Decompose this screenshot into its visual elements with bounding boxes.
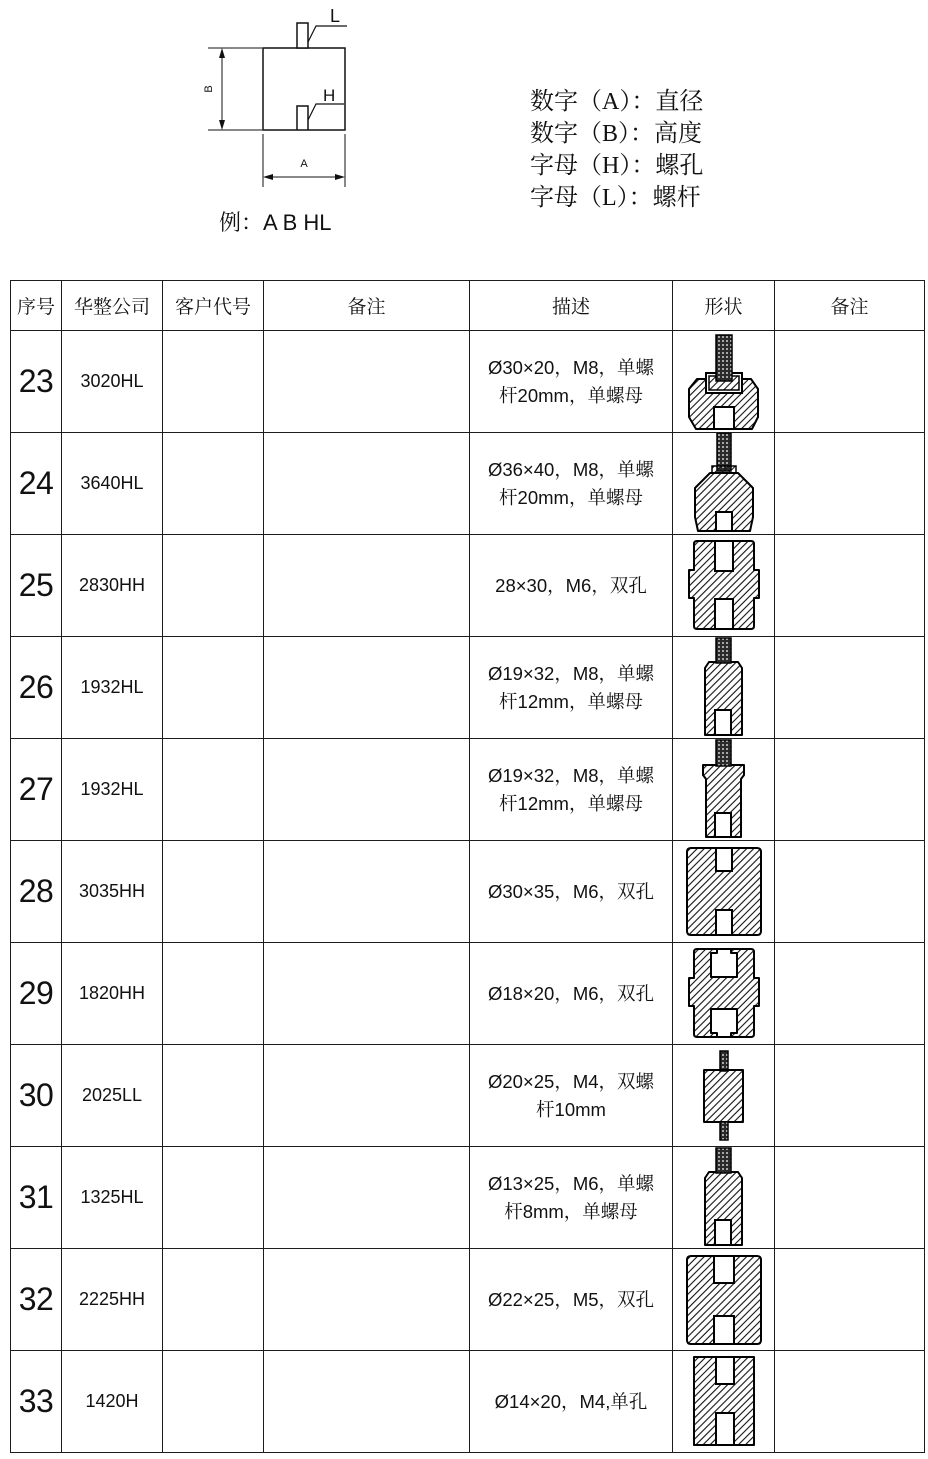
table-row xyxy=(11,331,925,433)
company-code: 2830HH xyxy=(62,535,163,637)
remark-cell xyxy=(264,331,470,433)
hole xyxy=(716,848,732,871)
shape-cell xyxy=(673,1147,775,1249)
company-code: 1325HL xyxy=(62,1147,163,1249)
description-cell xyxy=(470,637,673,739)
company-code: 1932HL xyxy=(62,739,163,841)
description-line: Ø30×35，M6，双孔 xyxy=(487,880,655,902)
description-cell xyxy=(470,1351,673,1453)
table-row xyxy=(11,739,925,841)
row-number: 29 xyxy=(11,943,62,1045)
label-l: L xyxy=(330,6,341,26)
remark-cell xyxy=(264,943,470,1045)
company-code: 3640HL xyxy=(62,433,163,535)
table-header-row xyxy=(11,281,925,331)
header-index: 序号 xyxy=(11,281,62,331)
description-line: 杆20mm，单螺母 xyxy=(499,384,643,406)
row-number: 31 xyxy=(11,1147,62,1249)
header-company-code: 华整公司 xyxy=(62,281,163,331)
arrow-right-icon xyxy=(335,174,345,180)
row-number: 27 xyxy=(11,739,62,841)
double-stud-icon xyxy=(673,1045,775,1146)
dimension-diagram xyxy=(0,0,380,205)
table-row xyxy=(11,943,925,1045)
hole xyxy=(716,512,732,531)
header-remark: 备注 xyxy=(264,281,470,331)
description-line: Ø19×32，M8，单螺 xyxy=(487,764,655,786)
table-row xyxy=(11,433,925,535)
description-line: Ø22×25，M5，双孔 xyxy=(487,1288,655,1310)
row-number: 26 xyxy=(11,637,62,739)
shape-cell xyxy=(673,637,775,739)
remark-2-cell xyxy=(775,1351,925,1453)
customer-code-cell xyxy=(163,739,264,841)
customer-code-cell xyxy=(163,535,264,637)
hole xyxy=(715,1220,731,1245)
stud-outline xyxy=(297,23,308,48)
customer-code-cell xyxy=(163,331,264,433)
arrow-left-icon xyxy=(263,174,273,180)
remark-cell xyxy=(264,1351,470,1453)
table-row xyxy=(11,1045,925,1147)
customer-code-cell xyxy=(163,433,264,535)
company-code: 2025LL xyxy=(62,1045,163,1147)
shape-cell xyxy=(673,841,775,943)
remark-2-cell xyxy=(775,1147,925,1249)
remark-2-cell xyxy=(775,433,925,535)
remark-cell xyxy=(264,841,470,943)
remark-2-cell xyxy=(775,1045,925,1147)
shape-cell xyxy=(673,1045,775,1147)
description-cell xyxy=(470,433,673,535)
label-h: H xyxy=(323,86,336,105)
description-cell xyxy=(470,943,673,1045)
company-code: 1932HL xyxy=(62,637,163,739)
block-double-wide-hole-icon xyxy=(673,1249,775,1350)
remark-cell xyxy=(264,433,470,535)
shape-cell xyxy=(673,331,775,433)
stud xyxy=(716,335,732,381)
customer-code-cell xyxy=(163,1249,264,1351)
description-line: Ø36×40，M8，单螺 xyxy=(487,458,655,480)
description-cell xyxy=(470,1249,673,1351)
legend xyxy=(530,86,703,214)
table-row xyxy=(11,637,925,739)
company-code: 2225HH xyxy=(62,1249,163,1351)
company-code: 3035HH xyxy=(62,841,163,943)
company-code: 3020HL xyxy=(62,331,163,433)
legend-item: 数字（B）：高度 xyxy=(530,121,703,147)
remark-2-cell xyxy=(775,841,925,943)
legend-item: 字母（L）：螺杆 xyxy=(530,185,701,211)
description-cell xyxy=(470,739,673,841)
table-row xyxy=(11,1147,925,1249)
remark-cell xyxy=(264,1147,470,1249)
remark-cell xyxy=(264,535,470,637)
remark-2-cell xyxy=(775,331,925,433)
washer xyxy=(712,466,736,473)
stud xyxy=(720,1051,728,1071)
stud-tapered-hole-icon xyxy=(673,637,775,738)
remark-2-cell xyxy=(775,943,925,1045)
row-number: 28 xyxy=(11,841,62,943)
description-line: 28×30，M6，双孔 xyxy=(495,574,647,596)
shape-cell xyxy=(673,943,775,1045)
hole xyxy=(715,710,731,735)
hole xyxy=(716,1413,734,1445)
shape-cell xyxy=(673,433,775,535)
description-line: 杆12mm，单螺母 xyxy=(499,690,643,712)
customer-code-cell xyxy=(163,841,264,943)
row-number: 33 xyxy=(11,1351,62,1453)
description-line: Ø18×20，M6，双孔 xyxy=(487,982,655,1004)
remark-2-cell xyxy=(775,535,925,637)
label-b: B xyxy=(203,85,215,93)
arrow-down-icon xyxy=(219,120,225,130)
description-cell xyxy=(470,1045,673,1147)
table-row xyxy=(11,535,925,637)
remark-2-cell xyxy=(775,739,925,841)
hole xyxy=(715,813,731,837)
description-line: Ø19×32，M8，单螺 xyxy=(487,662,655,684)
table-row xyxy=(11,841,925,943)
hole xyxy=(714,1256,734,1283)
hole xyxy=(715,599,733,629)
description-line: Ø13×25，M6，单螺 xyxy=(487,1172,655,1194)
hole-outline xyxy=(297,106,308,130)
label-a: A xyxy=(300,158,308,170)
customer-code-cell xyxy=(163,1045,264,1147)
company-code: 1820HH xyxy=(62,943,163,1045)
arrow-up-icon xyxy=(219,48,225,58)
description-line: Ø30×20，M8，单螺 xyxy=(487,356,655,378)
customer-code-cell xyxy=(163,1147,264,1249)
description-line: Ø20×25，M4，双螺 xyxy=(487,1070,655,1092)
shape-cell xyxy=(673,1249,775,1351)
stud xyxy=(720,1122,728,1140)
description-line: 杆8mm，单螺母 xyxy=(504,1200,638,1222)
stud xyxy=(716,1148,731,1173)
table-row xyxy=(11,1351,925,1453)
stud xyxy=(716,740,731,766)
flanged-double-hole-icon xyxy=(673,535,775,636)
legend-item: 字母（H）：螺孔 xyxy=(530,153,704,179)
product-table xyxy=(10,280,925,1453)
row-number: 24 xyxy=(11,433,62,535)
stud-nut-hex-hole-icon xyxy=(673,331,775,432)
narrow-block-double-hole-icon xyxy=(673,1351,775,1452)
pocket xyxy=(711,949,737,977)
shape-cell xyxy=(673,739,775,841)
stud-leader-line xyxy=(308,26,347,42)
stud-tapered-hole-icon xyxy=(673,1147,775,1248)
description-line: 杆20mm，单螺母 xyxy=(499,486,643,508)
row-number: 23 xyxy=(11,331,62,433)
company-code: 1420H xyxy=(62,1351,163,1453)
remark-cell xyxy=(264,1045,470,1147)
header-customer-code: 客户代号 xyxy=(163,281,264,331)
legend-item: 数字（A）：直径 xyxy=(530,89,704,115)
row-number: 32 xyxy=(11,1249,62,1351)
remark-2-cell xyxy=(775,637,925,739)
stud-collar-hole-icon xyxy=(673,739,775,840)
description-line: 杆10mm xyxy=(536,1098,606,1120)
block-double-hole-icon xyxy=(673,841,775,942)
flanged-double-pocket-icon xyxy=(673,943,775,1044)
pocket xyxy=(711,1009,737,1037)
table-row xyxy=(11,1249,925,1351)
hole-leader-line xyxy=(308,104,344,120)
customer-code-cell xyxy=(163,637,264,739)
description-cell xyxy=(470,535,673,637)
row-number: 30 xyxy=(11,1045,62,1147)
shape-cell xyxy=(673,535,775,637)
hole xyxy=(716,1357,734,1384)
description-cell xyxy=(470,1147,673,1249)
row-number: 25 xyxy=(11,535,62,637)
description-cell xyxy=(470,841,673,943)
hole xyxy=(714,407,734,429)
stud xyxy=(716,638,731,663)
remark-2-cell xyxy=(775,1249,925,1351)
customer-code-cell xyxy=(163,943,264,1045)
header-remark-2: 备注 xyxy=(775,281,925,331)
header-description: 描述 xyxy=(470,281,673,331)
description-line: Ø14×20，M4,单孔 xyxy=(494,1390,648,1412)
shape-cell xyxy=(673,1351,775,1453)
remark-cell xyxy=(264,1249,470,1351)
stud-flared-hole-icon xyxy=(673,433,775,534)
customer-code-cell xyxy=(163,1351,264,1453)
header-shape: 形状 xyxy=(673,281,775,331)
diagram-caption: 例：A B HL xyxy=(219,210,332,235)
hole xyxy=(716,910,732,935)
remark-cell xyxy=(264,637,470,739)
hole xyxy=(715,541,733,571)
description-line: 杆12mm，单螺母 xyxy=(499,792,643,814)
hole xyxy=(714,1316,734,1344)
body xyxy=(704,1070,743,1122)
remark-cell xyxy=(264,739,470,841)
description-cell xyxy=(470,331,673,433)
table-body xyxy=(11,331,925,1453)
